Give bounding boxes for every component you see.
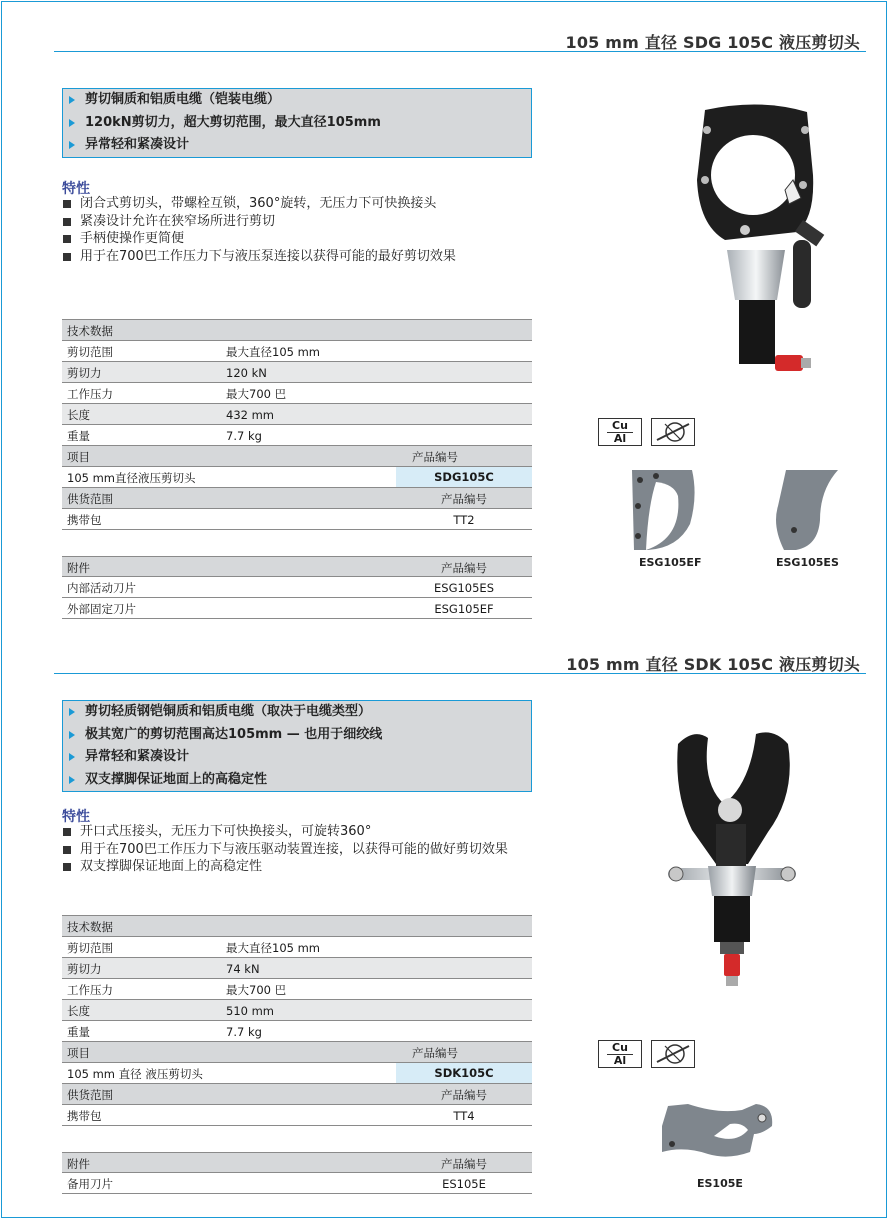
tech-row: 长度 510 mm — [62, 1000, 532, 1021]
tech-heading-row: 技术数据 — [62, 916, 532, 937]
sdk105c-product-image — [664, 724, 800, 1002]
feature-item: 手柄使操作更简便 — [62, 230, 532, 248]
product-1-accessories-table — [62, 556, 532, 619]
product-1-features — [62, 195, 532, 265]
feature-item: 用于在700巴工作压力下与液压驱动装置连接，以获得可能的做好剪切效果 — [62, 841, 532, 859]
benefit-item: 剪切轻质钢铠铜质和铝质电缆（取决于电缆类型） — [63, 701, 531, 724]
tech-heading-row: 技术数据 — [62, 320, 532, 341]
es105e-blade-image — [658, 1100, 774, 1164]
cu-al-icon: Cu Al — [598, 418, 642, 446]
benefit-item: 120kN剪切力，超大剪切范围，最大直径105mm — [63, 112, 531, 135]
tech-row: 剪切范围 最大直径105 mm — [62, 937, 532, 958]
tech-row: 剪切力 74 kN — [62, 958, 532, 979]
product-1-benefits — [62, 88, 532, 158]
feature-item: 用于在700巴工作压力下与液压泵连接以获得可能的最好剪切效果 — [62, 248, 532, 266]
supply-row: 携带包 TT2 — [62, 509, 532, 530]
tech-row: 剪切范围 最大直径105 mm — [62, 341, 532, 362]
bullet-icon — [63, 253, 71, 261]
part-number: SDK105C — [396, 1063, 532, 1083]
sdg105c-product-image — [685, 100, 835, 390]
arrow-icon — [69, 753, 75, 761]
product-2-accessories-table — [62, 1152, 532, 1194]
tech-row: 工作压力 最大700 巴 — [62, 383, 532, 404]
arrow-icon — [69, 119, 75, 127]
product-2-tech-table — [62, 915, 532, 1126]
benefit-item: 异常轻和紧凑设计 — [63, 746, 531, 769]
item-heading-row: 项目 产品编号 — [62, 1042, 532, 1063]
cu-al-icon: Cu Al — [598, 1040, 642, 1068]
bullet-icon — [63, 200, 71, 208]
bullet-icon — [63, 846, 71, 854]
tech-row: 剪切力 120 kN — [62, 362, 532, 383]
bullet-icon — [63, 218, 71, 226]
arrow-icon — [69, 731, 75, 739]
supply-row: 携带包 TT4 — [62, 1105, 532, 1126]
feature-item: 闭合式剪切头，带螺栓互锁，360°旋转，无压力下可快换接头 — [62, 195, 532, 213]
part-number: SDG105C — [396, 467, 532, 487]
arrow-icon — [69, 141, 75, 149]
benefit-item: 异常轻和紧凑设计 — [63, 134, 531, 157]
item-row: 105 mm 直径 液压剪切头 SDK105C — [62, 1063, 532, 1084]
supply-heading-row: 供货范围 产品编号 — [62, 488, 532, 509]
feature-item: 开口式压接头，无压力下可快换接头，可旋转360° — [62, 823, 532, 841]
blade-label: ESG105ES — [776, 556, 839, 569]
feature-item: 双支撑脚保证地面上的高稳定性 — [62, 858, 532, 876]
supply-heading-row: 供货范围 产品编号 — [62, 1084, 532, 1105]
tech-row: 重量 7.7 kg — [62, 425, 532, 446]
product-2-features-heading: 特性 — [62, 809, 90, 825]
blade-label: ES105E — [697, 1177, 743, 1190]
benefit-item: 极其宽广的剪切范围高达105mm — 也用于细绞线 — [63, 724, 531, 747]
acc-row: 外部固定刀片 ESG105EF — [62, 598, 532, 619]
item-row: 105 mm直径液压剪切头 SDG105C — [62, 467, 532, 488]
product-2-features — [62, 823, 532, 876]
cable-cutting-icon — [651, 418, 695, 446]
arrow-icon — [69, 96, 75, 104]
tech-row: 工作压力 最大700 巴 — [62, 979, 532, 1000]
product-2-benefits — [62, 700, 532, 792]
benefit-item: 剪切铜质和铝质电缆（铠装电缆） — [63, 89, 531, 112]
product-1-tech-table — [62, 319, 532, 530]
acc-row: 内部活动刀片 ESG105ES — [62, 577, 532, 598]
bullet-icon — [63, 828, 71, 836]
bullet-icon — [63, 863, 71, 871]
tech-row: 长度 432 mm — [62, 404, 532, 425]
feature-item: 紧凑设计允许在狭窄场所进行剪切 — [62, 213, 532, 231]
bullet-icon — [63, 235, 71, 243]
product-1-features-heading: 特性 — [62, 181, 90, 197]
arrow-icon — [69, 776, 75, 784]
product-2-title: 105 mm 直径 SDK 105C 液压剪切头 — [566, 655, 860, 674]
product-1-title-bar — [54, 30, 866, 52]
item-heading-row: 项目 产品编号 — [62, 446, 532, 467]
product-1-title: 105 mm 直径 SDG 105C 液压剪切头 — [565, 33, 860, 52]
tech-row: 重量 7.7 kg — [62, 1021, 532, 1042]
benefit-item: 双支撑脚保证地面上的高稳定性 — [63, 769, 531, 792]
blade-label: ESG105EF — [639, 556, 702, 569]
cable-cutting-icon — [651, 1040, 695, 1068]
arrow-icon — [69, 708, 75, 716]
product-2-title-bar — [54, 652, 866, 674]
acc-heading-row: 附件 产品编号 — [62, 556, 532, 577]
esg105es-blade-image — [768, 466, 840, 552]
acc-row: 备用刀片 ES105E — [62, 1173, 532, 1194]
acc-heading-row: 附件 产品编号 — [62, 1152, 532, 1173]
esg105ef-blade-image — [626, 466, 698, 552]
